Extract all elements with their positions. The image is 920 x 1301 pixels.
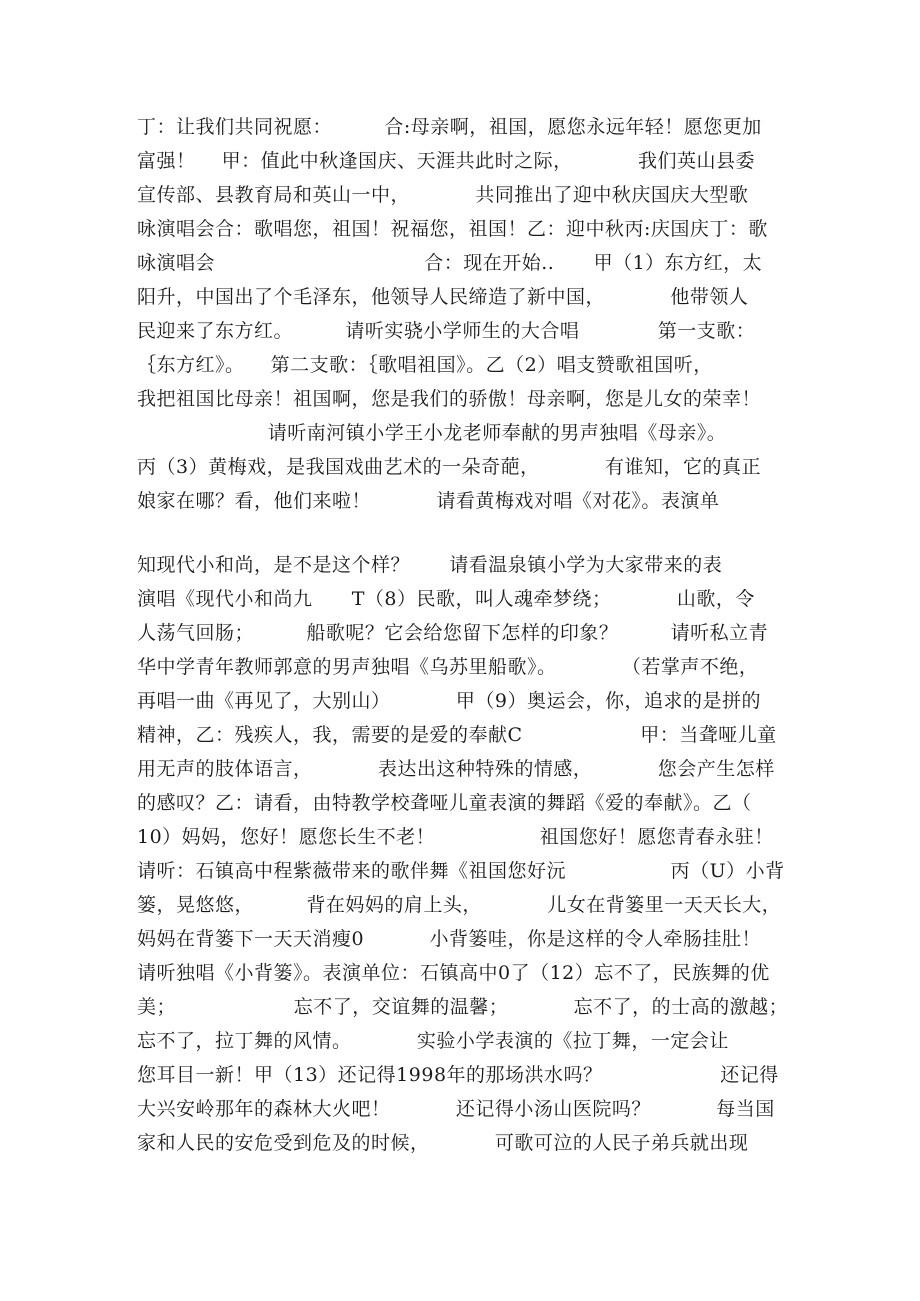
text-line: 丁：让我们共同祝愿： 合:母亲啊，祖国，愿您永远年轻！愿您更加 — [137, 116, 762, 138]
text-line: 用无声的肢体语言， 表达出这种特殊的情感， 您会产生怎样 — [137, 758, 775, 780]
text-line: 丙（3）黄梅戏，是我国戏曲艺术的一朵奇葩， 有谁知，它的真正 — [137, 456, 761, 478]
text-line: 宣传部、县教育局和英山一中， 共同推出了迎中秋庆国庆大型歌 — [137, 184, 749, 206]
text-line: 人荡气回肠； 船歌呢？它会给您留下怎样的印象？ 请听私立青 — [137, 622, 769, 644]
text-line: 家和人民的安危受到危及的时候， 可歌可泣的人民子弟兵就出现 — [137, 1132, 749, 1154]
text-line: 阳升，中国出了个毛泽东，他领导人民缔造了新中国， 他带领人 — [137, 286, 749, 308]
text-line: 美； 忘不了，交谊舞的温馨； 忘不了，的士高的激越； — [137, 996, 789, 1018]
text-line: 篓，晃悠悠， 背在妈妈的肩上头， 儿女在背篓里一天天长大， — [137, 894, 782, 916]
text-line: 忘不了，拉丁舞的风情。 实验小学表演的《拉丁舞，一定会让 — [137, 1030, 729, 1052]
text-line: 富强！ 甲：值此中秋逢国庆、天涯共此时之际， 我们英山县委 — [137, 150, 756, 172]
text-line: 演唱《现代小和尚九 T（8）民歌，叫人魂牵梦绕； 山歌，令 — [137, 588, 755, 610]
text-line: 咏演唱会合：歌唱您，祖国！祝福您，祖国！乙：迎中秋丙:庆国庆丁：歌 — [137, 218, 768, 240]
text-line: 咏演唱会 合：现在开始.. 甲（1）东方红，太 — [137, 252, 763, 274]
text-line: 华中学青年教师郭意的男声独唱《乌苏里船歌》。 （若掌声不绝， — [137, 656, 759, 678]
text-line: 娘家在哪？看，他们来啦！ 请看黄梅戏对唱《对花》。表演单 — [137, 490, 720, 512]
text-line: 大兴安岭那年的森林大火吧！ 还记得小汤山医院吗？ 每当国 — [137, 1098, 775, 1120]
text-line: ｛东方红》。 第二支歌：｛歌唱祖国》。乙（2）唱支赞歌祖国听， — [137, 354, 713, 376]
text-line: 知现代小和尚，是不是这个样？ 请看温泉镇小学为大家带来的表 — [137, 554, 723, 576]
text-line: 妈妈在背篓下一天天消瘦0 小背篓哇，你是这样的令人牵肠挂肚！ — [137, 928, 761, 950]
text-line: 的感叹？乙：请看，由特教学校聋哑儿童表演的舞蹈《爱的奉献》。乙（ — [137, 792, 752, 814]
text-line: 请听独唱《小背篓》。表演单位：石镇高中0了（12）忘不了，民族舞的优 — [137, 962, 770, 984]
text-line: 精神，乙：残疾人，我，需要的是爱的奉献C 甲：当聋哑儿童 — [137, 724, 777, 746]
text-line: 再唱一曲《再见了，大别山） 甲（9）奥运会，你，追求的是拼的 — [137, 690, 761, 712]
text-line: 您耳目一新！甲（13）还记得1998年的那场洪水吗？ 还记得 — [137, 1064, 779, 1086]
text-line: 请听南河镇小学王小龙老师奉献的男声独唱《母亲》。 — [137, 422, 727, 444]
text-line: 请听：石镇高中程紫薇带来的歌伴舞《祖国您好沅 丙（U）小背 — [137, 860, 785, 882]
text-line: 民迎来了东方红。 请听实骁小学师生的大合唱 第一支歌： — [137, 320, 756, 342]
text-line: 我把祖国比母亲！祖国啊，您是我们的骄傲！母亲啊，您是儿女的荣幸！ — [137, 388, 762, 410]
text-line: 10）妈妈，您好！愿您长生不老！ 祖国您好！愿您青春永驻！ — [137, 826, 774, 848]
